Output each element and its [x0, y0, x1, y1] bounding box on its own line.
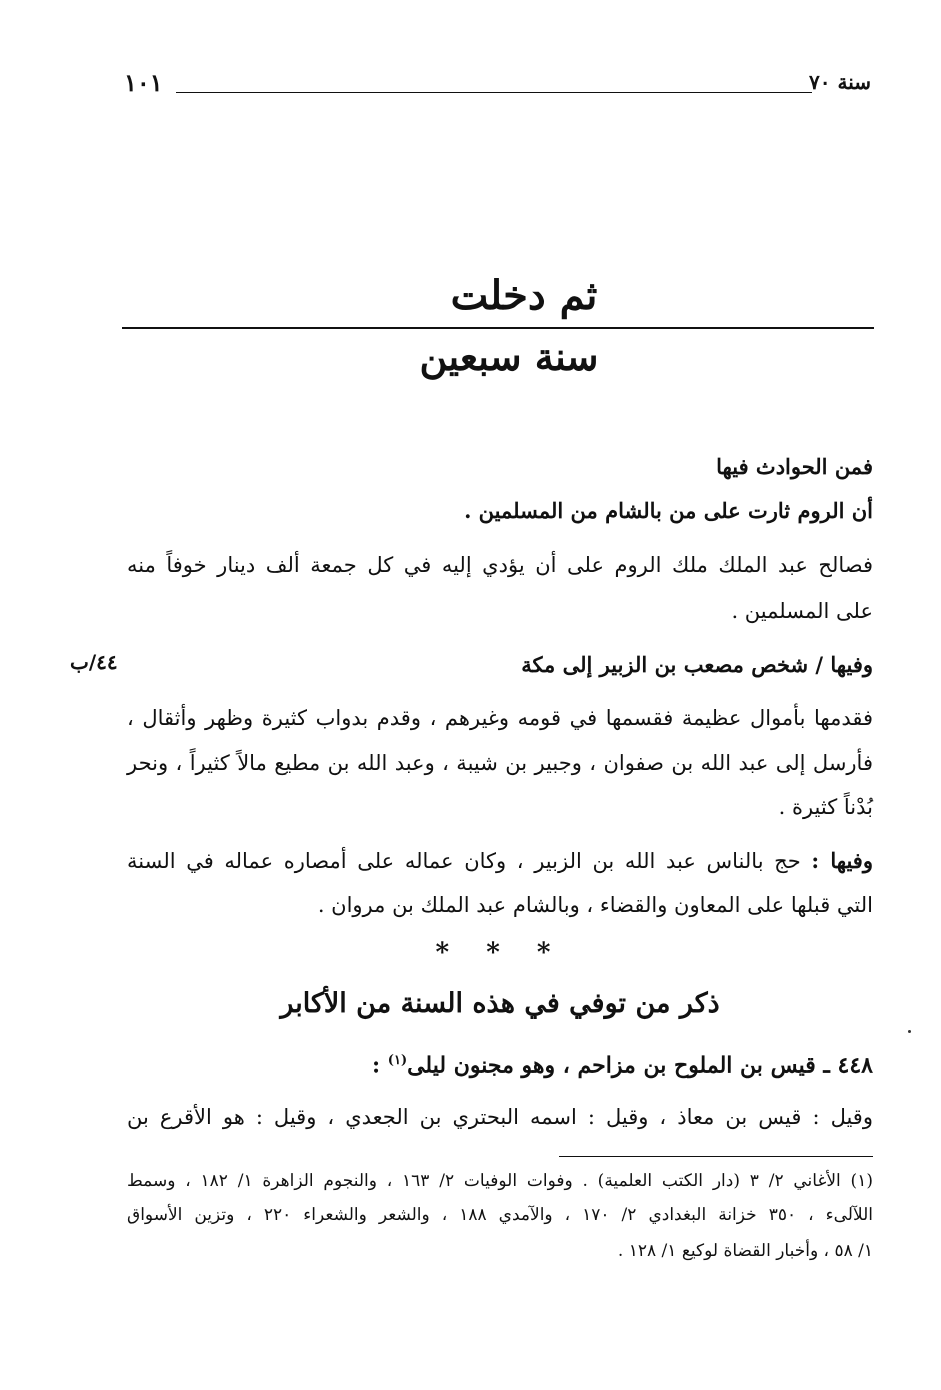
- chapter-title-line1: ثم دخلت: [450, 272, 598, 319]
- running-title: سنة ٧٠: [809, 70, 871, 94]
- footnote-line1: (١) الأغاني ٢/ ٣ (دار الكتب العلمية) . وفوات الوفيات ٢/ ١٦٣ ، والنجوم الزاهرة ١/ ١٨٢ ، وسمط: [127, 1171, 873, 1191]
- biography-body-line1: وقيل : قيس بن معاذ ، وقيل : اسمه البحتري بن الجعدي ، وقيل : هو الأقرع بن: [127, 1105, 873, 1129]
- event2-body-line1: فقدمها بأموال عظيمة فقسمها في قومه وغيرهم ، وقدم بدواب كثيرة وظهر وأثقال ،: [127, 706, 873, 730]
- header-rule: [176, 92, 812, 93]
- footnote-marker: (١): [387, 1053, 408, 1068]
- chapter-title-line2: سنة سبعين: [419, 334, 599, 379]
- event2-title: وفيها / شخص مصعب بن الزبير إلى مكة: [521, 652, 873, 677]
- event2-body-line3: بُدْناً كثيرة .: [778, 795, 873, 819]
- event3-label: وفيها :: [811, 848, 873, 873]
- footnote-line2: اللآلىء ، ٣٥٠ خزانة البغدادي ٢/ ١٧٠ ، والآمدي ١٨٨ ، والشعر والشعراء ٢٢٠ ، وتزين الأسواق: [127, 1205, 873, 1225]
- footnote-rule: [559, 1156, 873, 1157]
- event1-body-line2: على المسلمين .: [731, 599, 873, 623]
- deaths-heading: ذكر من توفي في هذه السنة من الأكابر: [280, 988, 720, 1019]
- footnote-line3: ١/ ٥٨ ، وأخبار القضاة لوكيع ١/ ١٢٨ .: [617, 1241, 873, 1261]
- chapter-title-rule: [122, 327, 874, 329]
- event2-body-line2: فأرسل إلى عبد الله بن صفوان ، وجبير بن شيبة ، وعبد الله بن مطيع مالاً كثيراً ، ونحر: [127, 751, 873, 775]
- section-separator: * * *: [435, 938, 565, 968]
- margin-dot: [908, 1030, 911, 1033]
- event3-text: حج بالناس عبد الله بن الزبير ، وكان عماله على أمصاره عماله في السنة: [127, 849, 801, 873]
- page-number: ١٠١: [124, 68, 163, 97]
- event1-body-line1: فصالح عبد الملك ملك الروم على أن يؤدي إليه في كل جمعة ألف دينار خوفاً منه: [127, 553, 873, 577]
- entry-title-colon: :: [372, 1052, 388, 1079]
- entry-title-text: ٤٤٨ ـ قيس بن الملوح بن مزاحم ، وهو مجنون ليلى: [407, 1052, 873, 1079]
- biography-entry-title: [127, 1046, 873, 1080]
- event1-title: أن الروم ثارت على من بالشام من المسلمين .: [464, 498, 873, 523]
- event3-line1: [127, 846, 873, 876]
- events-heading: فمن الحوادث فيها: [716, 454, 873, 479]
- margin-folio-reference: ٤٤/ب: [70, 650, 118, 674]
- event3-line2: التي قبلها على المعاون والقضاء ، وبالشام عبد الملك بن مروان .: [317, 893, 873, 917]
